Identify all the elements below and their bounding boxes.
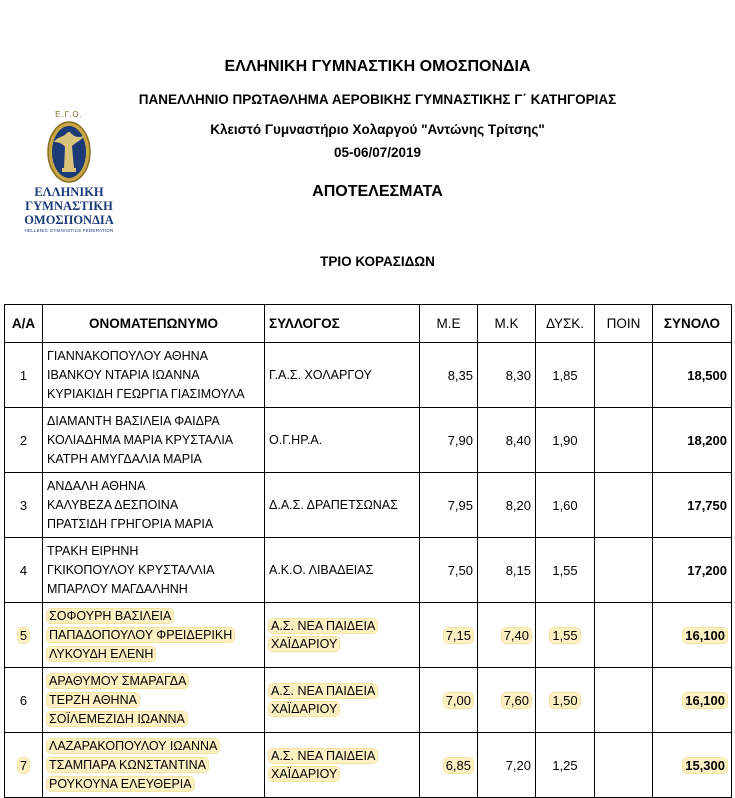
athlete-name: ΡΟΥΚΟΥΝΑ ΕΛΕΥΘΕΡΙΑ [49, 776, 192, 791]
cell-me: 7,50 [420, 538, 478, 603]
federation-logo [18, 110, 120, 244]
club-line: Α.Σ. ΝΕΑ ΠΑΙΔΕΙΑ [271, 749, 376, 763]
cell-poin [595, 733, 653, 798]
athlete-name: ΤΣΑΜΠΑΡΑ ΚΩΝΣΤΑΝΤΙΝΑ [49, 757, 206, 772]
cell-dysk: 1,85 [536, 343, 595, 408]
athlete-name: ΑΡΑΘΥΜΟΥ ΣΜΑΡΑΓΔΑ [49, 673, 187, 688]
cell-total: 16,100 [653, 603, 732, 668]
cell-aa: 3 [5, 473, 43, 538]
cell-athletes [43, 343, 265, 408]
championship-title: ΠΑΝΕΛΛΗΝΙΟ ΠΡΩΤΑΘΛΗΜΑ ΑΕΡΟΒΙΚΗΣ ΓΥΜΝΑΣΤΙΚΗΣ Γ΄ ΚΑΤΗΓΟΡΙΑΣ [138, 92, 617, 107]
cell-club [265, 733, 420, 798]
logo-name-line-2: ΓΥΜΝΑΣΤΙΚΗ [25, 199, 113, 213]
col-header-poin: ΠΟΙΝ [595, 305, 653, 343]
club-line: Α.Σ. ΝΕΑ ΠΑΙΔΕΙΑ [271, 684, 376, 698]
cell-poin [595, 343, 653, 408]
club-line: Α.Σ. ΝΕΑ ΠΑΙΔΕΙΑ [271, 619, 376, 633]
cell-total: 18,500 [653, 343, 732, 408]
table-row [5, 408, 732, 473]
cell-me: 7,95 [420, 473, 478, 538]
col-header-me: Μ.Ε [420, 305, 478, 343]
cell-poin [595, 668, 653, 733]
col-header-name: ΟΝΟΜΑΤΕΠΩΝΥΜΟ [43, 305, 265, 343]
cell-me: 6,85 [420, 733, 478, 798]
athlete-name: ΙΒΑΝΚΟΥ ΝΤΑΡΙΑ ΙΩΑΝΝΑ [47, 367, 200, 382]
club-line: ΧΑΪΔΑΡΙΟΥ [271, 702, 338, 716]
table-row [5, 473, 732, 538]
athlete-name: ΚΑΛΥΒΕΖΑ ΔΕΣΠΟΙΝΑ [47, 497, 179, 512]
cell-dysk: 1,60 [536, 473, 595, 538]
cell-athletes [43, 538, 265, 603]
table-row [5, 343, 732, 408]
col-header-dysk: ΔΥΣΚ. [536, 305, 595, 343]
cell-aa: 7 [5, 733, 43, 798]
athlete-name: ΔΙΑΜΑΝΤΗ ΒΑΣΙΛΕΙΑ ΦΑΙΔΡΑ [47, 413, 220, 428]
club-line: ΧΑΪΔΑΡΙΟΥ [271, 767, 338, 781]
cell-aa: 4 [5, 538, 43, 603]
category-title: ΤΡΙΟ ΚΟΡΑΣΙΔΩΝ [320, 254, 435, 269]
club-line: Δ.Α.Σ. ΔΡΑΠΕΤΣΩΝΑΣ [269, 498, 398, 512]
cell-mk: 8,20 [478, 473, 536, 538]
cell-athletes [43, 733, 265, 798]
athlete-name: ΑΝΔΑΛΗ ΑΘΗΝΑ [47, 478, 146, 493]
cell-dysk: 1,25 [536, 733, 595, 798]
venue-title: Κλειστό Γυμναστήριο Χολαργού "Αντώνης Τρίτσης" [210, 122, 545, 137]
athlete-name: ΤΡΑΚΗ ΕΙΡΗΝΗ [47, 543, 139, 558]
cell-athletes [43, 408, 265, 473]
federation-title: ΕΛΛΗΝΙΚΗ ΓΥΜΝΑΣΤΙΚΗ ΟΜΟΣΠΟΝΔΙΑ [224, 58, 531, 75]
cell-aa: 5 [5, 603, 43, 668]
athlete-name: ΠΡΑΤΣΙΔΗ ΓΡΗΓΟΡΙΑ ΜΑΡΙΑ [47, 516, 214, 531]
athlete-name: ΤΕΡΖΗ ΑΘΗΝΑ [49, 692, 137, 707]
cell-total: 17,200 [653, 538, 732, 603]
col-header-mk: Μ.Κ [478, 305, 536, 343]
table-row [5, 668, 732, 733]
table-row [5, 538, 732, 603]
cell-mk: 7,20 [478, 733, 536, 798]
table-header-row [5, 305, 732, 343]
athlete-name: ΣΟΦΟΥΡΗ ΒΑΣΙΛΕΙΑ [49, 608, 172, 623]
cell-athletes [43, 603, 265, 668]
col-header-club: ΣΥΛΛΟΓΟΣ [265, 305, 420, 343]
cell-club [265, 473, 420, 538]
cell-dysk: 1,90 [536, 408, 595, 473]
col-header-total: ΣΥΝΟΛΟ [653, 305, 732, 343]
cell-poin [595, 408, 653, 473]
cell-me: 8,35 [420, 343, 478, 408]
cell-total: 18,200 [653, 408, 732, 473]
table-row [5, 603, 732, 668]
cell-poin [595, 603, 653, 668]
cell-aa: 1 [5, 343, 43, 408]
athlete-name: ΛΥΚΟΥΔΗ ΕΛΕΝΗ [49, 646, 154, 661]
dates-title: 05-06/07/2019 [333, 145, 422, 160]
athlete-name: ΠΑΠΑΔΟΠΟΥΛΟΥ ΦΡΕΙΔΕΡΙΚΗ [49, 627, 233, 642]
athlete-name: ΚΑΤΡΗ ΑΜΥΓΔΑΛΙΑ ΜΑΡΙΑ [47, 451, 202, 466]
cell-club [265, 343, 420, 408]
cell-me: 7,15 [420, 603, 478, 668]
cell-poin [595, 538, 653, 603]
cell-athletes [43, 473, 265, 538]
cell-club [265, 538, 420, 603]
nike-statue-icon [46, 120, 92, 184]
cell-mk: 8,40 [478, 408, 536, 473]
cell-total: 15,300 [653, 733, 732, 798]
cell-club [265, 603, 420, 668]
cell-me: 7,00 [420, 668, 478, 733]
cell-athletes [43, 668, 265, 733]
cell-mk: 8,15 [478, 538, 536, 603]
club-line: Γ.Α.Σ. ΧΟΛΑΡΓΟΥ [269, 368, 372, 382]
logo-name-line-3: ΟΜΟΣΠΟΝΔΙΑ [24, 213, 114, 227]
cell-aa: 2 [5, 408, 43, 473]
cell-mk: 8,30 [478, 343, 536, 408]
club-line: Α.Κ.Ο. ΛΙΒΑΔΕΙΑΣ [269, 563, 374, 577]
cell-total: 16,100 [653, 668, 732, 733]
athlete-name: ΚΟΛΙΑΔΗΜΑ ΜΑΡΙΑ ΚΡΥΣΤΑΛΙΑ [47, 432, 234, 447]
cell-dysk: 1,55 [536, 603, 595, 668]
cell-dysk: 1,55 [536, 538, 595, 603]
cell-club [265, 668, 420, 733]
athlete-name: ΓΚΙΚΟΠΟΥΛΟΥ ΚΡΥΣΤΑΛΛΙΑ [47, 562, 215, 577]
results-table [4, 304, 732, 798]
club-line: Ο.Γ.ΗΡ.Α. [269, 433, 323, 447]
logo-name-line-1: ΕΛΛΗΝΙΚΗ [34, 185, 104, 199]
logo-abbreviation: Ε.Γ.Ο. [55, 110, 83, 119]
cell-mk: 7,60 [478, 668, 536, 733]
cell-poin [595, 473, 653, 538]
cell-aa: 6 [5, 668, 43, 733]
athlete-name: ΜΠΑΡΛΟΥ ΜΑΓΔΑΛΗΝΗ [47, 581, 188, 596]
cell-total: 17,750 [653, 473, 732, 538]
athlete-name: ΓΙΑΝΝΑΚΟΠΟΥΛΟΥ ΑΘΗΝΑ [47, 348, 209, 363]
col-header-aa: Α/Α [5, 305, 43, 343]
logo-english-name: HELLENIC GYMNASTICS FEDERATION [24, 228, 114, 233]
cell-mk: 7,40 [478, 603, 536, 668]
cell-me: 7,90 [420, 408, 478, 473]
results-heading: ΑΠΟΤΕΛΕΣΜΑΤΑ [312, 183, 443, 200]
club-line: ΧΑΪΔΑΡΙΟΥ [271, 637, 338, 651]
cell-club [265, 408, 420, 473]
athlete-name: ΛΑΖΑΡΑΚΟΠΟΥΛΟΥ ΙΩΑΝΝΑ [49, 738, 218, 753]
athlete-name: ΣΟΪΛΕΜΕΖΙΔΗ ΙΩΑΝΝΑ [49, 711, 185, 726]
table-row [5, 733, 732, 798]
athlete-name: ΚΥΡΙΑΚΙΔΗ ΓΕΩΡΓΙΑ ΓΙΑΣΙΜΟΥΛΑ [47, 386, 245, 401]
cell-dysk: 1,50 [536, 668, 595, 733]
